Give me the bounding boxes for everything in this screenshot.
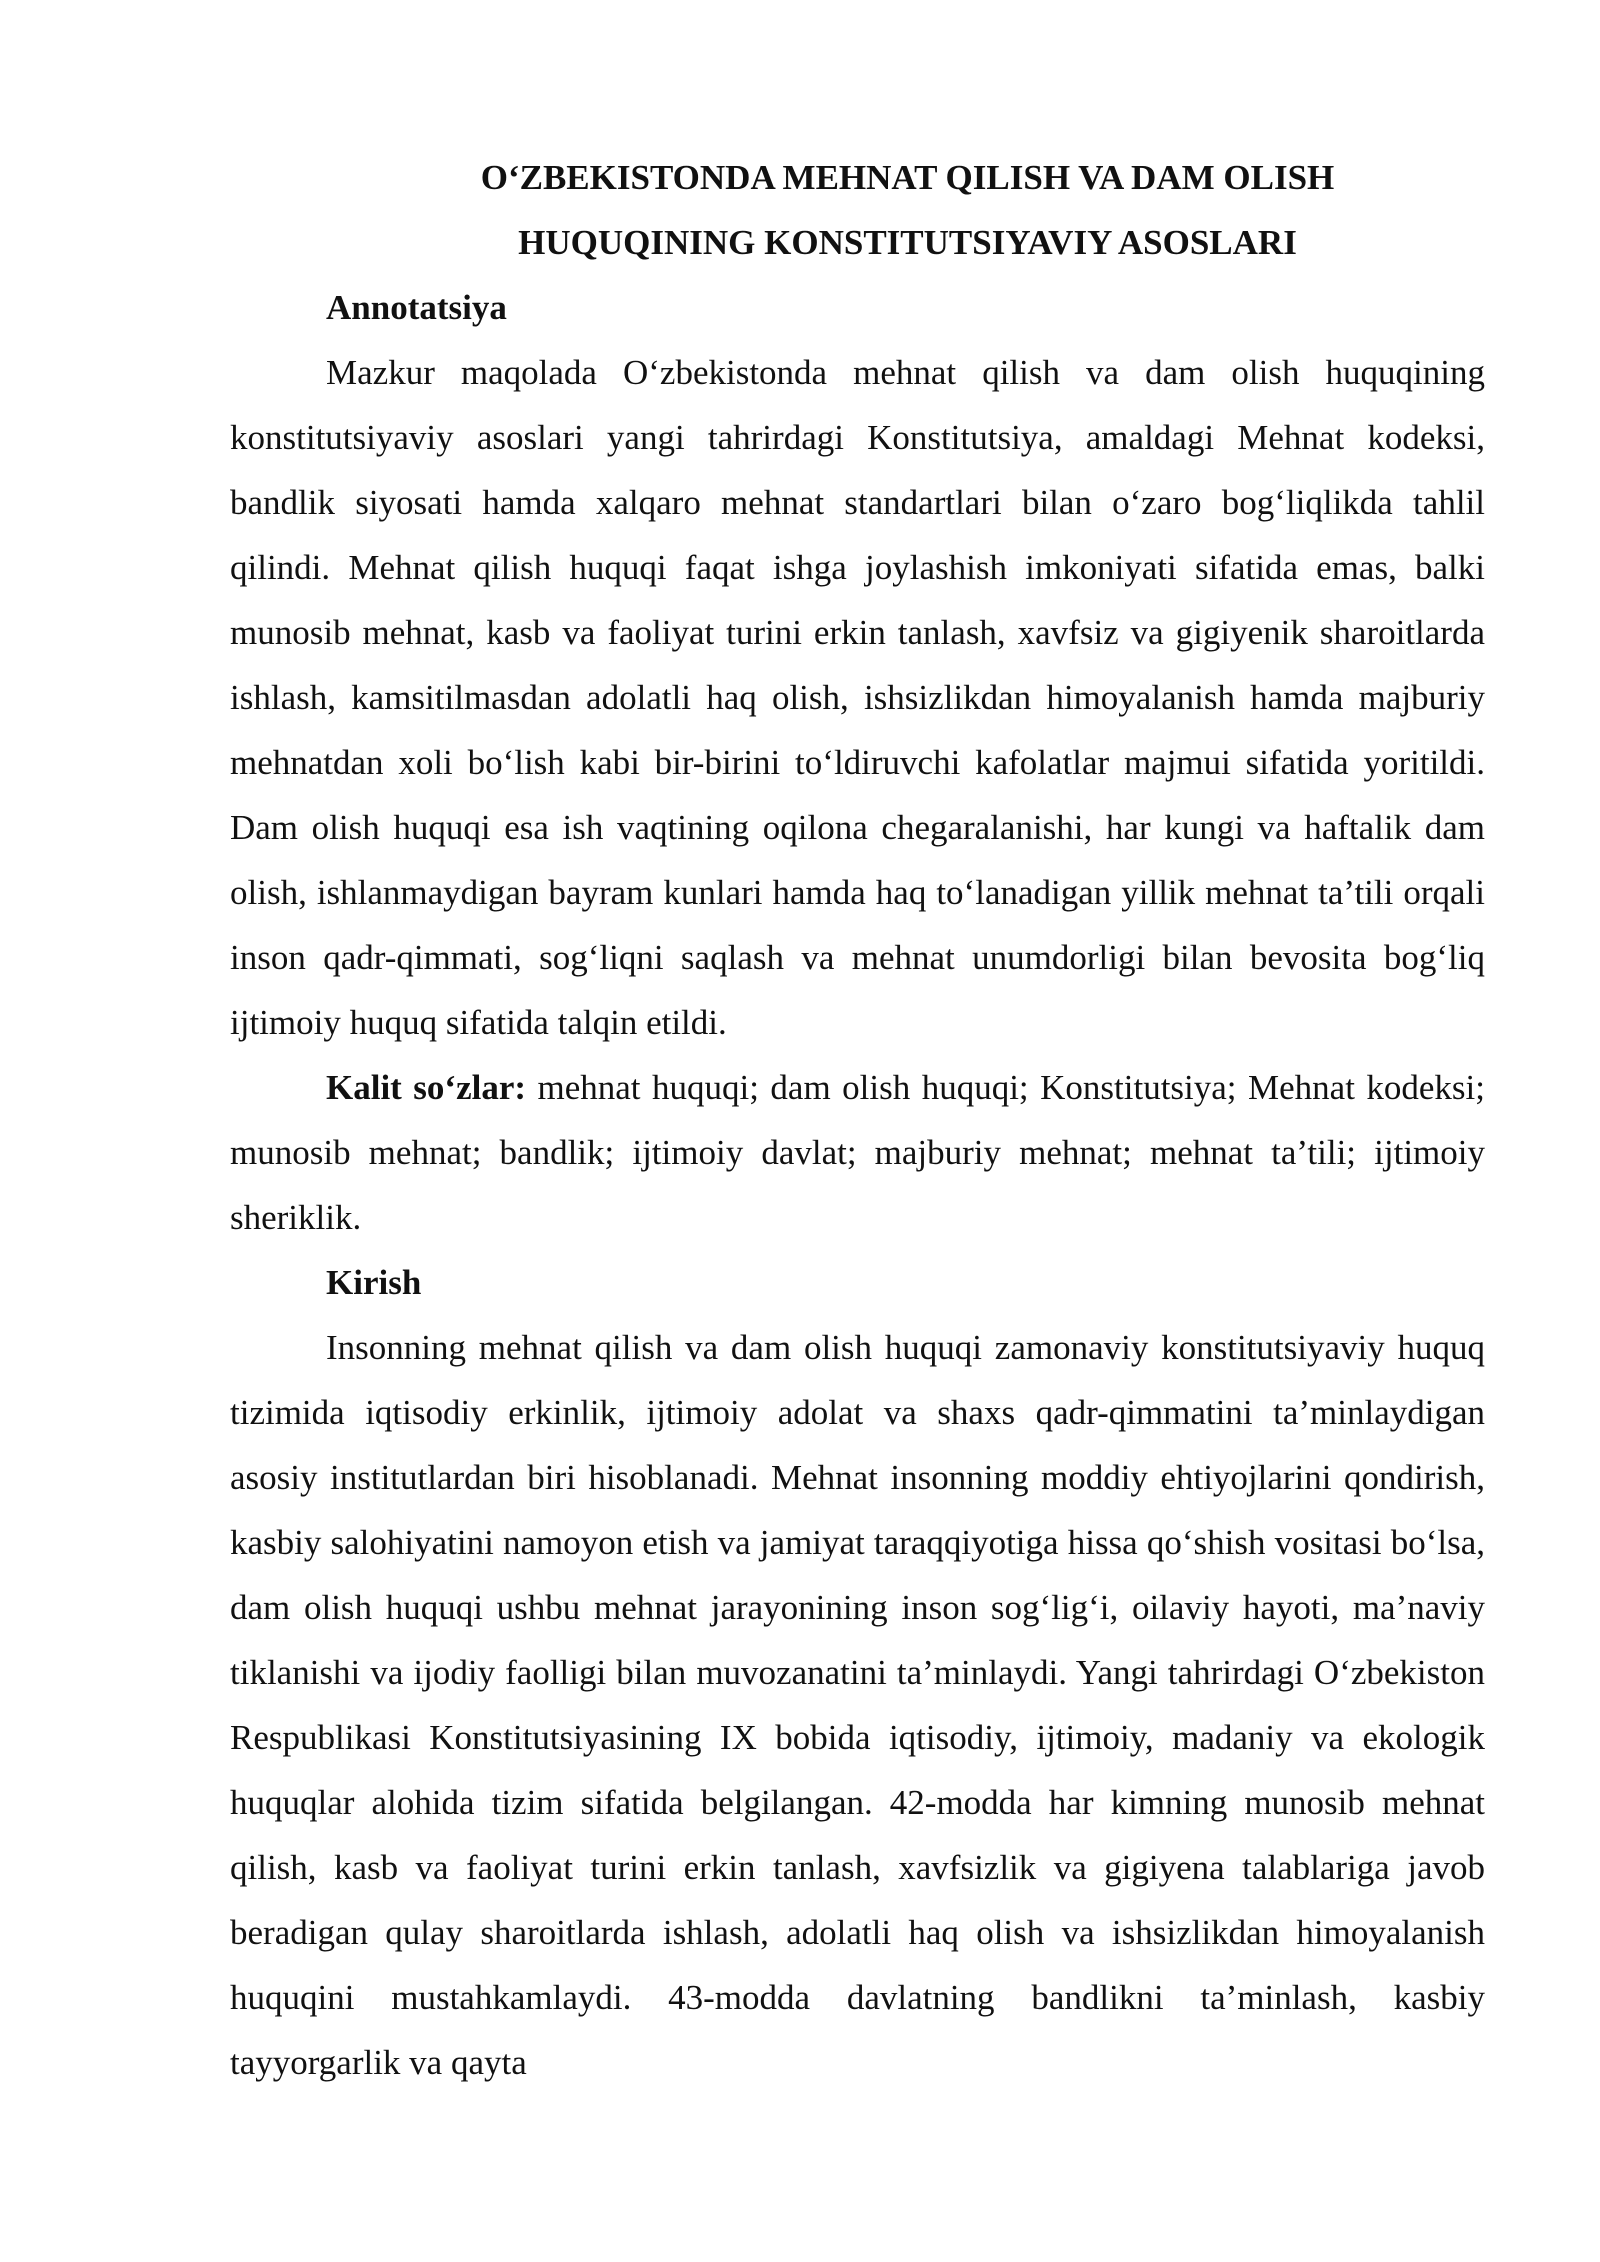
keywords-label: Kalit so‘zlar: [326, 1068, 527, 1107]
title-line-1: O‘ZBEKISTONDA MEHNAT QILISH VA DAM OLISH [480, 158, 1335, 197]
introduction-paragraph: Insonning mehnat qilish va dam olish huquqi zamonaviy konstitutsiyaviy huquq tizimida iqtisodiy erkinlik, ijtimoiy adolat va shaxs qadr-qimmatini ta’minlaydigan asosiy institutlardan biri hisoblanadi. Mehnat insonning moddiy ehtiyojlarini qondirish, kasbiy salohiyatini namoyon etish va jamiyat taraqqiyotiga hissa qo‘shish vositasi bo‘lsa, dam olish huquqi ushbu mehnat jarayonining inson sog‘lig‘i, oilaviy hayoti, ma’naviy tiklanishi va ijodiy faolligi bilan muvozanatini ta’minlaydi. Yangi tahrirdagi O‘zbekiston Respublikasi Konstitutsiyasining IX bobida iqtisodiy, ijtimoiy, madaniy va ekologik huquqlar alohida tizim sifatida belgilangan. 42-modda har kimning munosib mehnat qilish, kasb va faoliyat turini erkin tanlash, xavfsizlik va gigiyena talablariga javob beradigan qulay sharoitlarda ishlash, adolatli haq olish va ishsizlikdan himoyalanish huquqini mustahkamlaydi. 43-modda davlatning bandlikni ta’minlash, kasbiy tayyorgarlik va qayta [230, 1328, 1485, 2082]
title-line-2: HUQUQINING KONSTITUTSIYAVIY ASOSLARI [518, 223, 1297, 262]
page-title [230, 145, 1485, 275]
keywords-paragraph [230, 1055, 1485, 1250]
document-page [230, 145, 1485, 2095]
keywords-text: mehnat huquqi; dam olish huquqi; Konstitutsiya; Mehnat kodeksi; munosib mehnat; bandlik; ijtimoiy davlat; majburiy mehnat; mehnat ta’tili; ijtimoiy sheriklik. [230, 1068, 1485, 1237]
annotation-heading: Annotatsiya [326, 288, 507, 327]
annotation-paragraph: Mazkur maqolada O‘zbekistonda mehnat qilish va dam olish huquqining konstitutsiyaviy asoslari yangi tahrirdagi Konstitutsiya, amaldagi Mehnat kodeksi, bandlik siyosati hamda xalqaro mehnat standartlari bilan o‘zaro bog‘liqlikda tahlil qilindi. Mehnat qilish huquqi faqat ishga joylashish imkoniyati sifatida emas, balki munosib mehnat, kasb va faoliyat turini erkin tanlash, xavfsiz va gigiyenik sharoitlarda ishlash, kamsitilmasdan adolatli haq olish, ishsizlikdan himoyalanish hamda majburiy mehnatdan xoli bo‘lish kabi bir-birini to‘ldiruvchi kafolatlar majmui sifatida yoritildi. Dam olish huquqi esa ish vaqtining oqilona chegaralanishi, har kungi va haftalik dam olish, ishlanmaydigan bayram kunlari hamda haq to‘lanadigan yillik mehnat ta’tili orqali inson qadr-qimmati, sog‘liqni saqlash va mehnat unumdorligi bilan bevosita bog‘liq ijtimoiy huquq sifatida talqin etildi. [230, 353, 1485, 1042]
introduction-heading: Kirish [326, 1263, 422, 1302]
